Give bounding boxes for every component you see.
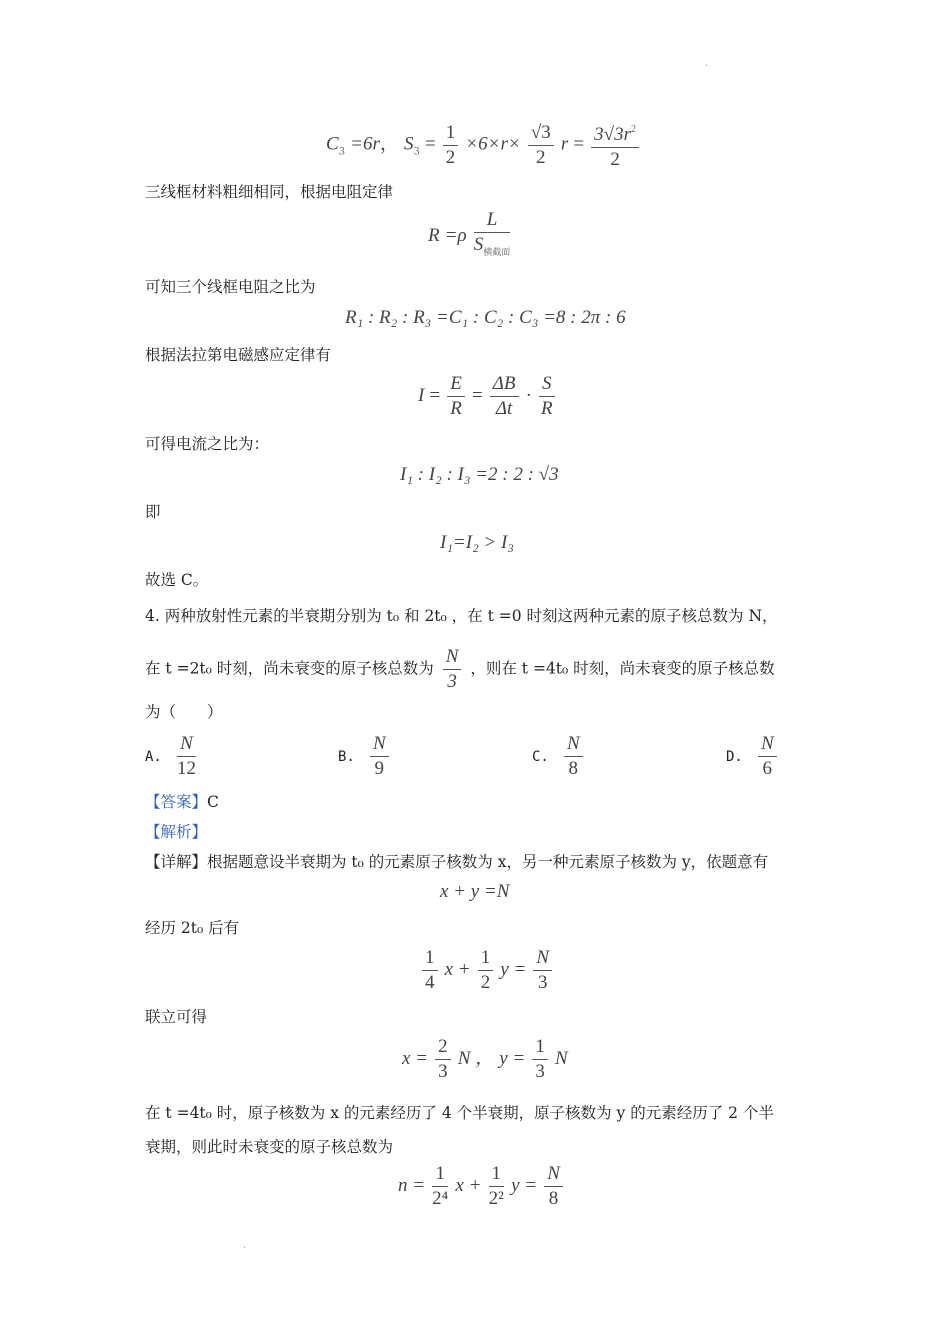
- formula-solution: x = $\frac{2}{3}$ N ， y = $\frac{1}{3}$ N: [402, 1036, 568, 1082]
- text-choose-c: 故选 C。: [145, 571, 209, 589]
- footer-mark: .: [243, 1240, 247, 1251]
- option-c[interactable]: C. $\frac{N}{8}$: [532, 732, 585, 781]
- detail-line: 【详解】根据题意设半衰期为 t₀ 的元素原子核数为 x，另一种元素原子核数为 y，依题意有: [145, 853, 769, 871]
- formula-resistance-ratio: R₁ : R₂ : R₃ =C₁ : C₂ : C₃ =8 : 2π : 6: [345, 307, 626, 328]
- text-at-4t0-a: 在 t =4t₀ 时，原子核数为 x 的元素经历了 4 个半衰期，原子核数为 y 的元素经历了 2 个半: [145, 1104, 774, 1122]
- question4-line3: 为（ ）: [145, 703, 223, 721]
- formula-c3-s3: $C_3 =6r$， $S_3$ = $\frac{1}{2}$ ×6×r× $\frac{√3}{2}$ r = $\frac{3√3r^2}{2}$: [326, 118, 641, 172]
- text-current-ratio-intro: 可得电流之比为：: [145, 435, 270, 453]
- text-resistance-intro: 三线框材料粗细相同，根据电阻定律: [145, 183, 394, 201]
- answer-value: C: [207, 793, 219, 811]
- option-a[interactable]: A. $\frac{N}{12}$: [145, 733, 196, 779]
- text-resistance-ratio-intro: 可知三个线框电阻之比为: [145, 278, 316, 296]
- answer-line: [145, 792, 219, 812]
- formula-after-2t0: $\frac{1}{4}$ x + $\frac{1}{2}$ y = $\frac{N}{3}$: [420, 946, 554, 995]
- analysis-tag: 【解析】: [145, 823, 208, 841]
- option-d[interactable]: D. $\frac{N}{6}$: [726, 732, 779, 781]
- formula-sum: x + y =N: [440, 881, 510, 902]
- formula-final: n = $\frac{1}{\text{2⁴}}$ x + $\frac{1}{\text{2²}}$ y = $\frac{N}{8}$: [398, 1162, 565, 1211]
- formula-resistance: R =ρ $\frac{L}{S_{横截面}}$: [428, 209, 511, 258]
- text-ji: 即: [145, 503, 161, 521]
- text-solve: 联立可得: [145, 1008, 208, 1026]
- answer-tag: 【答案】: [145, 793, 208, 811]
- text-faraday: 根据法拉第电磁感应定律有: [145, 346, 332, 364]
- question4-line2: 在 t =2t₀ 时刻，尚未衰变的原子核总数为 $\frac{N}{3}$ ，则在 t =4t₀ 时刻，尚未衰变的原子核总数: [145, 646, 775, 692]
- formula-faraday: I = $\frac{E}{R}$ = $\frac{\Delta B}{\Delta t}$ · $\frac{S}{R}$: [418, 373, 553, 419]
- header-mark: .: [705, 58, 709, 69]
- option-b[interactable]: B. $\frac{N}{9}$: [338, 732, 391, 781]
- formula-current-ratio: I₁ : I₂ : I₃ =2 : 2 : √3: [400, 464, 559, 485]
- text-at-4t0-b: 衰期，则此时未衰变的原子核总数为: [145, 1138, 394, 1156]
- question4-line1: 4. 两种放射性元素的半衰期分别为 t₀ 和 2t₀ ，在 t =0 时刻这两种元素的原子核总数为 N，: [145, 607, 778, 625]
- text-after-2t0: 经历 2t₀ 后有: [145, 919, 240, 937]
- formula-current-compare: I₁=I₂ > I₃: [440, 532, 514, 553]
